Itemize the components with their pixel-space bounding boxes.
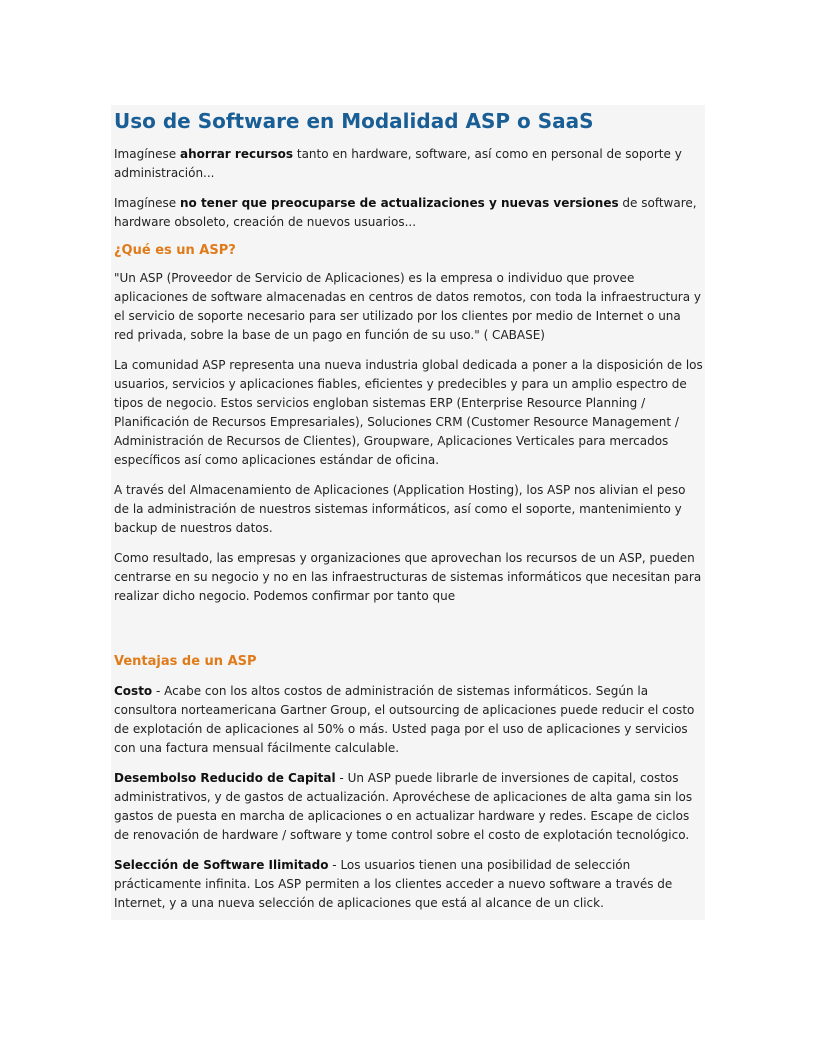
intro-2-pre: Imagínese — [114, 196, 180, 210]
section-heading-advantages: Ventajas de un ASP — [114, 654, 257, 669]
advantage-item-cost — [114, 682, 704, 758]
intro-2-bold: no tener que preocuparse de actualizaciones y nuevas versiones — [179, 196, 619, 210]
intro-paragraph-1 — [114, 145, 704, 183]
intro-1-pre: Imagínese — [114, 147, 180, 161]
intro-1-bold: ahorrar recursos — [179, 147, 294, 161]
result-paragraph: Como resultado, las empresas y organizaciones que aprovechan los recursos de un ASP, pueden centrarse en su negocio y no en las infraestructuras de sistemas informáticos que necesitan para realizar dicho negocio. Podemos confirmar por tanto que — [114, 551, 702, 603]
advantage-item-capital — [114, 769, 704, 845]
application-hosting-paragraph: A través del Almacenamiento de Aplicaciones (Application Hosting), los ASP nos alivian el peso de la administración de nuestros sistemas informáticos, así como el soporte, mantenimiento y backup de nuestros datos. — [114, 483, 686, 535]
intro-2-post: de software, hardware obsoleto, creación de nuevos usuarios... — [114, 196, 697, 229]
document-body — [114, 105, 704, 913]
section-heading-what-is-asp: ¿Qué es un ASP? — [114, 243, 236, 258]
advantage-capital-text: - Un ASP puede librarle de inversiones de capital, costos administrativos, y de gastos de actualización. Aprovéchese de aplicaciones de alta gama sin los gastos de puesta en marcha de aplicaciones o en actualizar hardware y redes. Escape de ciclos de renovación de hardware / software y tome control sobre el costo de explotación tecnológico. — [114, 771, 693, 842]
intro-paragraph-2 — [114, 194, 704, 232]
advantage-software-text: - Los usuarios tienen una posibilidad de selección prácticamente infinita. Los ASP permiten a los clientes acceder a nuevo software a través de Internet, y a una nueva selección de aplicaciones que está al alcance de un click. — [114, 858, 673, 910]
asp-definition-paragraph: "Un ASP (Proveedor de Servicio de Aplicaciones) es la empresa o individuo que provee aplicaciones de software almacenadas en centros de datos remotos, con toda la infraestructura y el servicio de soporte necesario para ser utilizado por los clientes por medio de Internet o una red privada, sobre la base de un pago en función de su uso." ( CABASE) — [114, 271, 702, 342]
advantage-cost-title: Costo — [114, 684, 153, 698]
advantage-software-title: Selección de Software Ilimitado — [114, 858, 329, 872]
intro-1-post: tanto en hardware, software, así como en personal de soporte y administración... — [114, 147, 682, 180]
advantage-capital-title: Desembolso Reducido de Capital — [114, 771, 336, 785]
advantage-item-software-selection — [114, 856, 704, 913]
asp-community-paragraph: La comunidad ASP representa una nueva industria global dedicada a poner a la disposición de los usuarios, servicios y aplicaciones fiables, eficientes y predecibles y para un amplio espectro de tipos de negocio. Estos servicios engloban sistemas ERP (Enterprise Resource Planning / Planificación de Recursos Empresariales), Soluciones CRM (Customer Resource Management / Administración de Recursos de Clientes), Groupware, Aplicaciones Verticales para mercados específicos así como aplicaciones estándar de oficina. — [114, 358, 703, 467]
advantage-cost-text: - Acabe con los altos costos de administración de sistemas informáticos. Según la consultora norteamericana Gartner Group, el outsourcing de aplicaciones puede reducir el costo de explotación de aplicaciones al 50% o más. Usted paga por el uso de aplicaciones y servicios con una factura mensual fácilmente calculable. — [114, 684, 695, 755]
page-title: Uso de Software en Modalidad ASP o SaaS — [114, 109, 594, 133]
